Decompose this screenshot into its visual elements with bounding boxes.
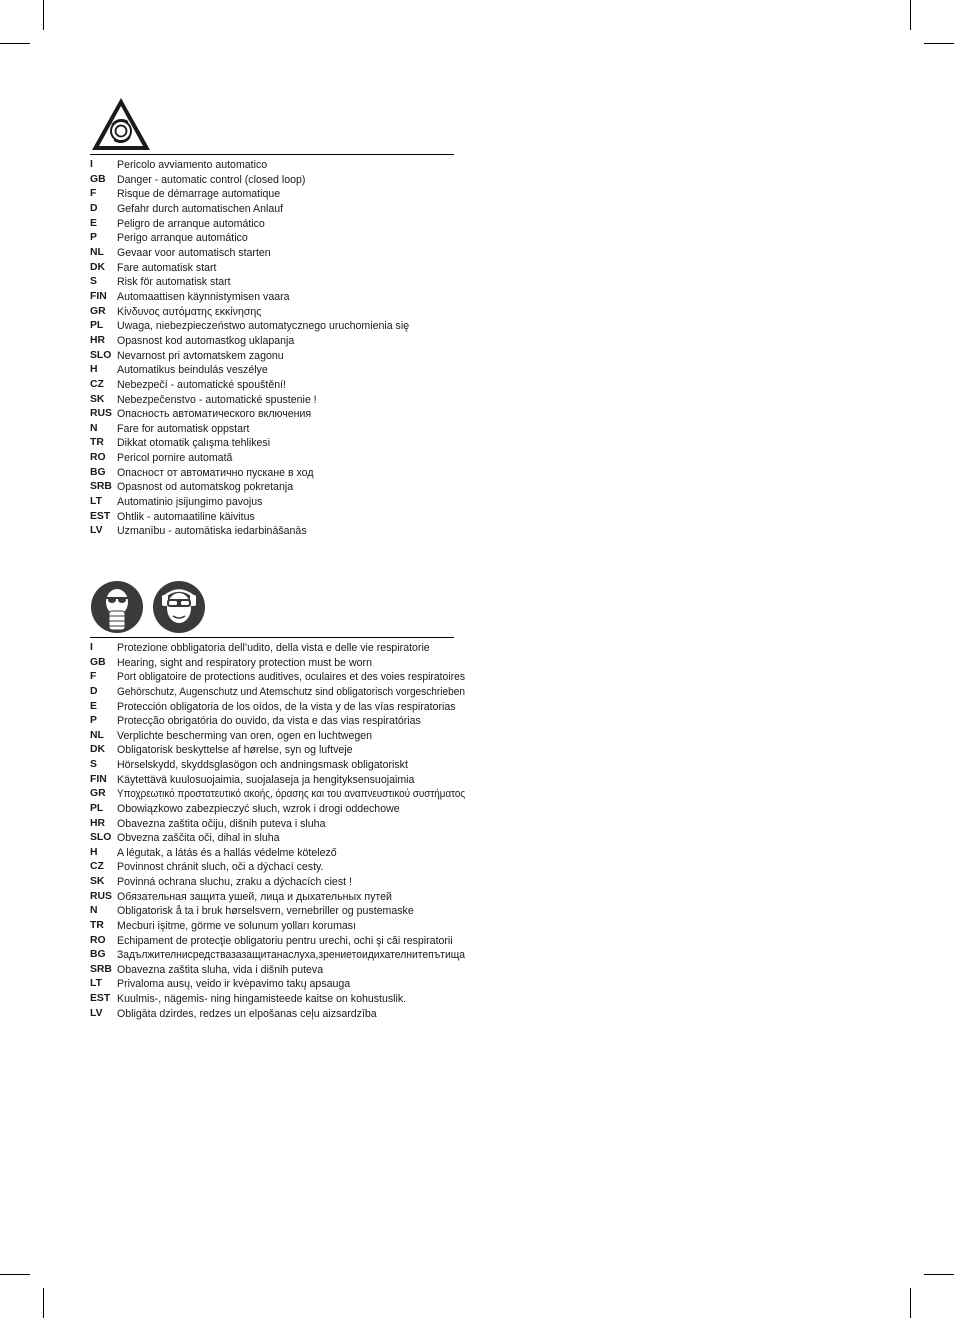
translation-text: Nevarnost pri avtomatskem zagonu	[117, 349, 284, 362]
language-code: GR	[90, 305, 106, 317]
translation-row	[90, 802, 491, 817]
translation-text: Dikkat otomatik çalışma tehlikesi	[117, 437, 271, 450]
translation-row	[90, 817, 491, 832]
translation-row	[90, 495, 409, 510]
language-code: SLO	[90, 832, 112, 844]
translation-row	[90, 948, 491, 963]
translation-row	[90, 846, 491, 861]
language-code: GB	[90, 173, 106, 185]
crop-mark	[924, 1274, 954, 1275]
language-code: I	[90, 642, 93, 653]
language-code: SK	[90, 393, 105, 405]
protection-equipment-section	[90, 580, 465, 1030]
translation-row	[90, 217, 409, 232]
protection-translation-list	[90, 641, 491, 1021]
language-code: F	[90, 671, 97, 683]
translation-row	[90, 202, 409, 217]
section-divider	[90, 154, 454, 155]
automatic-start-warning-section	[90, 96, 465, 546]
translation-row	[90, 436, 409, 451]
language-code: EST	[90, 510, 111, 522]
translation-row	[90, 641, 491, 656]
translation-text: Risk för automatisk start	[117, 276, 231, 289]
translation-row	[90, 992, 491, 1007]
language-code: H	[90, 846, 98, 858]
translation-text: Обязательная защита ушей, лица и дыхательных путей	[117, 890, 392, 903]
language-code: RUS	[90, 890, 112, 902]
language-code: CZ	[90, 378, 104, 390]
translation-text: Obowiązkowo zabezpieczyć słuch, wzrok i drogi oddechowe	[117, 802, 400, 815]
language-code: SRB	[90, 963, 112, 975]
language-code: RO	[90, 452, 106, 464]
translation-row	[90, 963, 491, 978]
translation-text: Mecburi işitme, görme ve solunum yolları koruması	[117, 919, 357, 932]
language-code: EST	[90, 993, 111, 1004]
translation-row	[90, 319, 409, 334]
language-code: RUS	[90, 408, 112, 420]
translation-text: Опасность автоматического включения	[117, 408, 312, 421]
translation-row	[90, 187, 409, 202]
translation-row	[90, 685, 491, 700]
language-code: P	[90, 232, 97, 244]
language-code: BG	[90, 466, 106, 478]
language-code: DK	[90, 744, 106, 756]
translation-text: Uzmanību - automātiska iedarbināšanās	[117, 525, 307, 538]
translation-row	[90, 231, 409, 246]
translation-text: Protezione obbligatoria dell’udito, della vista e delle vie respiratorie	[117, 642, 430, 654]
translation-row	[90, 758, 491, 773]
translation-row	[90, 158, 409, 173]
translation-text: Protección obligatoria de los oídos, de la vista y de las vías respiratorias	[117, 700, 456, 713]
language-code: LT	[90, 496, 102, 508]
translation-row	[90, 466, 409, 481]
translation-text: Nebezpečí - automatické spouštění!	[117, 378, 287, 391]
translation-row	[90, 934, 491, 949]
translation-text: Hörselskydd, skyddsglasögon och andningsmask obligatoriskt	[117, 759, 408, 771]
translation-row	[90, 1007, 491, 1022]
language-code: S	[90, 276, 97, 288]
translation-text: Hearing, sight and respiratory protection must be worn	[117, 656, 372, 669]
crop-mark	[910, 0, 911, 30]
language-code: FIN	[90, 773, 107, 785]
language-code: SK	[90, 876, 105, 887]
translation-text: Fare for automatisk oppstart	[117, 422, 250, 435]
translation-row	[90, 524, 409, 539]
translation-row	[90, 714, 491, 729]
crop-mark	[910, 1288, 911, 1318]
translation-text: Kuulmis-, nägemis- ning hingamisteede kaitse on kohustuslik.	[117, 993, 407, 1005]
language-code: N	[90, 422, 98, 434]
translation-text: Privaloma ausų, veido ir kvėpavimo takų apsauga	[117, 978, 351, 991]
translation-text: Pericol pornire automată	[117, 452, 233, 465]
translation-row	[90, 305, 409, 320]
translation-text: Uwaga, niebezpieczeństwo automatycznego uruchomienia się	[117, 320, 410, 333]
language-code: GB	[90, 656, 106, 668]
translation-row	[90, 334, 409, 349]
translation-row	[90, 290, 409, 305]
language-code: N	[90, 905, 98, 917]
language-code: CZ	[90, 861, 104, 873]
translation-text: Opasnost kod automastkog uklapanja	[117, 334, 295, 347]
translation-text: Automaattisen käynnistymisen vaara	[117, 290, 290, 303]
language-code: LV	[90, 525, 103, 537]
goggles-ear-protection-icon	[152, 580, 206, 634]
language-code: NL	[90, 729, 104, 741]
translation-text: Danger - automatic control (closed loop)	[117, 173, 306, 186]
language-code: I	[90, 159, 93, 170]
translation-text: Peligro de arranque automático	[117, 217, 265, 230]
language-code: F	[90, 188, 97, 200]
language-code: NL	[90, 246, 104, 258]
translation-row	[90, 860, 491, 875]
translation-row	[90, 246, 409, 261]
language-code: E	[90, 700, 97, 712]
translation-text: Käytettävä kuulosuojaimia, suojalaseja ja hengityksensuojaimia	[117, 773, 415, 786]
translation-row	[90, 787, 491, 802]
translation-text: Automatikus beindulás veszélye	[117, 364, 268, 377]
translation-text: Povinnost chránit sluch, oči a dýchací cesty.	[117, 861, 324, 874]
translation-row	[90, 407, 409, 422]
translation-text: Ohtlik - automaatiline käivitus	[117, 510, 255, 523]
language-code: BG	[90, 949, 106, 961]
language-code: TR	[90, 919, 104, 931]
section-divider	[90, 637, 454, 638]
translation-text: Automatinio įsijungimo pavojus	[117, 496, 263, 509]
translation-row	[90, 729, 491, 744]
translation-text: Задължителнисредствазазащитанаслуха,зрениетоидихателнитепътища	[117, 949, 466, 962]
translation-text: Obvezna zaščita oči, dihal in sluha	[117, 832, 280, 845]
language-code: PL	[90, 320, 104, 332]
translation-text: Obligāta dzirdes, redzes un elpošanas ceļu aizsardzība	[117, 1007, 377, 1020]
translation-row	[90, 831, 491, 846]
translation-text: Υποχρεωτικό προστατευτικό ακοής, όρασης και του αναπνευστικού συστήματος	[117, 788, 466, 801]
translation-row	[90, 904, 491, 919]
language-code: SRB	[90, 481, 112, 493]
translation-row	[90, 977, 491, 992]
translation-text: Pericolo avviamento automatico	[117, 159, 268, 171]
translation-row	[90, 773, 491, 788]
crop-mark	[924, 43, 954, 44]
language-code: D	[90, 685, 98, 697]
crop-mark	[43, 0, 44, 30]
translation-row	[90, 378, 409, 393]
translation-text: Perigo arranque automático	[117, 232, 248, 245]
translation-text: Povinná ochrana sluchu, zraku a dýchacích ciest !	[117, 876, 352, 888]
crop-mark	[0, 43, 30, 44]
language-code: HR	[90, 817, 106, 829]
language-code: E	[90, 217, 97, 229]
crop-mark	[0, 1274, 30, 1275]
translation-text: Verplichte bescherming van oren, ogen en luchtwegen	[117, 729, 373, 742]
language-code: SLO	[90, 349, 112, 361]
translation-row	[90, 875, 491, 890]
language-code: GR	[90, 788, 106, 800]
translation-row	[90, 743, 491, 758]
translation-text: Κίνδυνος αυτόματης εκκίνησης	[117, 305, 262, 318]
translation-text: Gehörschutz, Augenschutz und Atemschutz sind obligatorisch vorgeschrieben	[117, 685, 465, 698]
translation-text: Gevaar voor automatisch starten	[117, 246, 271, 259]
translation-text: Опасност от автоматично пускане в ход	[117, 466, 314, 479]
translation-row	[90, 349, 409, 364]
translation-text: Port obligatoire de protections auditives, oculaires et des voies respiratoires	[117, 671, 466, 684]
translation-row	[90, 363, 409, 378]
language-code: LV	[90, 1007, 103, 1019]
language-code: S	[90, 759, 97, 770]
language-code: DK	[90, 261, 106, 273]
language-code: LT	[90, 978, 102, 990]
warning-translation-list	[90, 158, 409, 539]
automatic-start-warning-icon	[90, 96, 152, 152]
translation-row	[90, 700, 491, 715]
translation-text: Echipament de protecţie obligatoriu pentru urechi, ochi şi căi respiratorii	[117, 934, 453, 947]
crop-mark	[43, 1288, 44, 1318]
translation-text: Obligatorisk å ta i bruk hørselsvern, vernebriller og pustemaske	[117, 905, 414, 918]
translation-text: A légutak, a látás és a hallás védelme kötelező	[117, 846, 337, 859]
translation-row	[90, 422, 409, 437]
translation-text: Fare automatisk start	[117, 261, 217, 274]
translation-row	[90, 275, 409, 290]
translation-text: Nebezpečenstvo - automatické spustenie !	[117, 393, 317, 406]
translation-text: Risque de démarrage automatique	[117, 188, 281, 201]
language-code: P	[90, 715, 97, 727]
language-code: HR	[90, 334, 106, 346]
translation-row	[90, 656, 491, 671]
translation-text: Obavezna zaštita sluha, vida i dišnih puteva	[117, 963, 324, 976]
translation-row	[90, 670, 491, 685]
translation-text: Opasnost od automatskog pokretanja	[117, 481, 294, 494]
translation-row	[90, 919, 491, 934]
language-code: FIN	[90, 290, 107, 302]
translation-text: Protecção obrigatória do ouvido, da vista e das vias respiratórias	[117, 715, 421, 728]
translation-row	[90, 480, 409, 495]
translation-row	[90, 173, 409, 188]
translation-text: Gefahr durch automatischen Anlauf	[117, 202, 284, 215]
translation-row	[90, 393, 409, 408]
language-code: RO	[90, 934, 106, 946]
translation-row	[90, 261, 409, 276]
language-code: H	[90, 364, 98, 376]
translation-text: Obligatorisk beskyttelse af hørelse, syn og luftveje	[117, 744, 353, 757]
translation-row	[90, 510, 409, 525]
translation-row	[90, 890, 491, 905]
language-code: D	[90, 202, 98, 214]
language-code: PL	[90, 802, 104, 814]
translation-row	[90, 451, 409, 466]
translation-text: Obavezna zaštita očiju, dišnih puteva i sluha	[117, 817, 326, 830]
respirator-mask-icon	[90, 580, 144, 634]
language-code: TR	[90, 437, 104, 449]
